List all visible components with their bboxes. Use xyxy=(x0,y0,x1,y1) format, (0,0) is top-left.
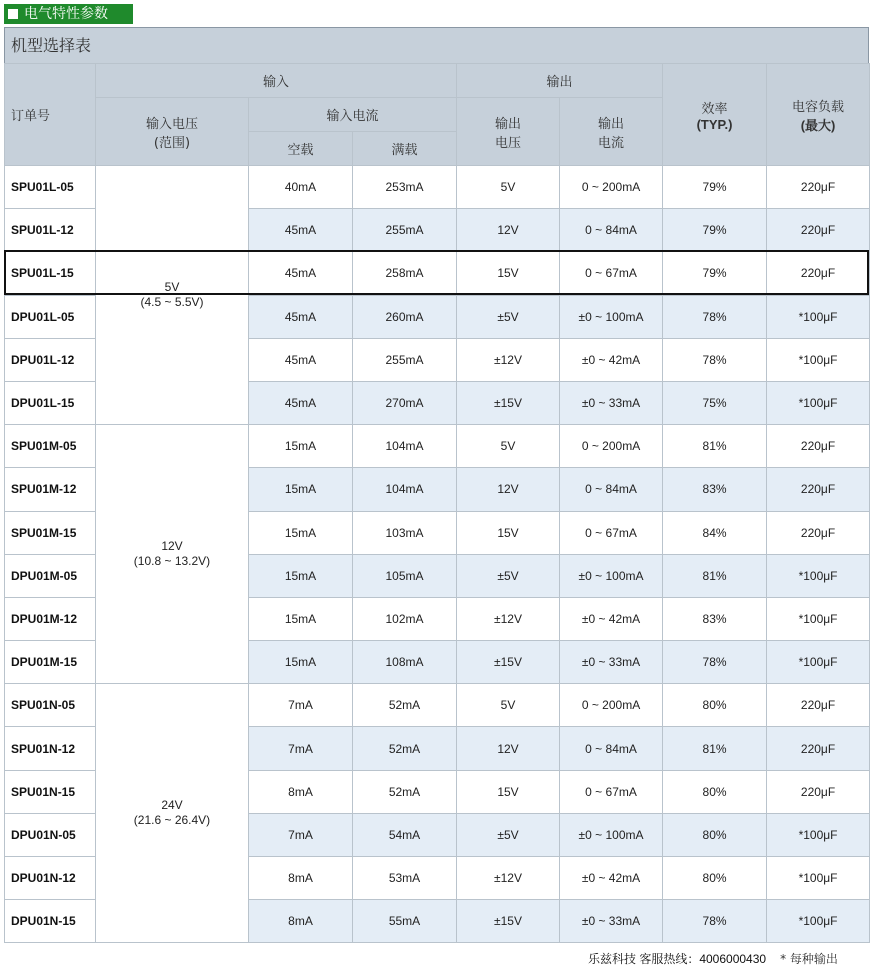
model-selection-table xyxy=(4,63,870,943)
cell-output-voltage: ±12V xyxy=(457,597,560,640)
cell-efficiency: 83% xyxy=(663,597,767,640)
cell-no-load: 45mA xyxy=(249,381,353,424)
cell-cap-load: 220μF xyxy=(767,727,870,770)
cell-cap-load: 220μF xyxy=(767,684,870,727)
cell-efficiency: 75% xyxy=(663,381,767,424)
header-full-load: 满载 xyxy=(353,132,457,166)
cell-model: SPU01L-15 xyxy=(5,252,96,295)
cell-model: DPU01M-15 xyxy=(5,641,96,684)
cell-cap-load: *100μF xyxy=(767,641,870,684)
cell-output-current: 0 ~ 84mA xyxy=(560,727,663,770)
cell-output-current: 0 ~ 67mA xyxy=(560,511,663,554)
cell-output-current: ±0 ~ 100mA xyxy=(560,295,663,338)
cell-no-load: 8mA xyxy=(249,857,353,900)
cell-model: DPU01N-05 xyxy=(5,813,96,856)
input-voltage-range: (4.5 ~ 5.5V) xyxy=(140,295,204,310)
header-model: 订单号 xyxy=(5,64,96,166)
cell-no-load: 15mA xyxy=(249,511,353,554)
header-cap-load-label: 电容负载 xyxy=(792,99,845,115)
table-title: 机型选择表 xyxy=(4,27,869,64)
cell-cap-load: *100μF xyxy=(767,554,870,597)
cell-output-voltage: 5V xyxy=(457,166,560,209)
cell-input-voltage xyxy=(96,166,249,425)
cell-output-voltage: 12V xyxy=(457,209,560,252)
cell-efficiency: 80% xyxy=(663,813,767,856)
cell-model: DPU01L-12 xyxy=(5,338,96,381)
cell-full-load: 104mA xyxy=(353,468,457,511)
cell-output-current: 0 ~ 84mA xyxy=(560,209,663,252)
cell-output-current: ±0 ~ 42mA xyxy=(560,857,663,900)
cell-efficiency: 78% xyxy=(663,641,767,684)
cell-input-voltage xyxy=(96,684,249,943)
cell-model: SPU01N-12 xyxy=(5,727,96,770)
cell-no-load: 45mA xyxy=(249,338,353,381)
cell-cap-load: 220μF xyxy=(767,425,870,468)
cell-output-voltage: 12V xyxy=(457,727,560,770)
cell-output-voltage: 12V xyxy=(457,468,560,511)
cell-model: SPU01M-15 xyxy=(5,511,96,554)
cell-cap-load: *100μF xyxy=(767,381,870,424)
cell-cap-load: *100μF xyxy=(767,813,870,856)
cell-output-voltage: ±5V xyxy=(457,295,560,338)
table-row xyxy=(5,166,870,209)
cell-full-load: 103mA xyxy=(353,511,457,554)
input-voltage-value: 24V xyxy=(161,798,183,813)
cell-output-current: 0 ~ 84mA xyxy=(560,468,663,511)
cell-output-current: ±0 ~ 42mA xyxy=(560,597,663,640)
cell-cap-load: *100μF xyxy=(767,900,870,943)
cell-cap-load: 220μF xyxy=(767,511,870,554)
cell-model: SPU01L-12 xyxy=(5,209,96,252)
cell-output-voltage: ±15V xyxy=(457,900,560,943)
cell-full-load: 104mA xyxy=(353,425,457,468)
cell-full-load: 105mA xyxy=(353,554,457,597)
cell-efficiency: 78% xyxy=(663,338,767,381)
cell-output-voltage: ±15V xyxy=(457,381,560,424)
section-label xyxy=(4,4,133,24)
cell-cap-load: *100μF xyxy=(767,597,870,640)
cell-input-voltage xyxy=(96,425,249,684)
cell-efficiency: 81% xyxy=(663,727,767,770)
cell-full-load: 54mA xyxy=(353,813,457,856)
cell-full-load: 253mA xyxy=(353,166,457,209)
header-efficiency-label: 效率 xyxy=(701,101,728,117)
input-voltage-range: (21.6 ~ 26.4V) xyxy=(133,813,211,828)
cell-model: SPU01L-05 xyxy=(5,166,96,209)
header-output-current-line2: 电流 xyxy=(598,135,625,151)
cell-no-load: 7mA xyxy=(249,684,353,727)
cell-full-load: 52mA xyxy=(353,770,457,813)
cell-no-load: 45mA xyxy=(249,295,353,338)
cell-output-current: 0 ~ 200mA xyxy=(560,166,663,209)
cell-full-load: 102mA xyxy=(353,597,457,640)
footer-note: * 每种输出 xyxy=(780,952,838,966)
cell-model: SPU01N-05 xyxy=(5,684,96,727)
cell-output-current: ±0 ~ 42mA xyxy=(560,338,663,381)
header-input-voltage-label: 输入电压 xyxy=(145,116,198,132)
header-output: 输出 xyxy=(457,64,663,98)
cell-no-load: 15mA xyxy=(249,468,353,511)
cell-output-voltage: 5V xyxy=(457,684,560,727)
table-row xyxy=(5,425,870,468)
cell-efficiency: 79% xyxy=(663,166,767,209)
header-output-current-line1: 输出 xyxy=(598,116,625,132)
header-output-voltage xyxy=(457,98,560,166)
cell-cap-load: 220μF xyxy=(767,770,870,813)
cell-no-load: 45mA xyxy=(249,252,353,295)
cell-output-current: ±0 ~ 33mA xyxy=(560,381,663,424)
cell-no-load: 8mA xyxy=(249,900,353,943)
cell-no-load: 45mA xyxy=(249,209,353,252)
cell-cap-load: 220μF xyxy=(767,468,870,511)
cell-model: DPU01M-05 xyxy=(5,554,96,597)
header-no-load: 空载 xyxy=(249,132,353,166)
header-output-voltage-line2: 电压 xyxy=(495,135,522,151)
cell-model: DPU01L-15 xyxy=(5,381,96,424)
header-efficiency xyxy=(663,64,767,166)
cell-output-current: ±0 ~ 100mA xyxy=(560,554,663,597)
cell-efficiency: 83% xyxy=(663,468,767,511)
cell-no-load: 8mA xyxy=(249,770,353,813)
header-input-voltage xyxy=(96,98,249,166)
cell-full-load: 260mA xyxy=(353,295,457,338)
cell-efficiency: 80% xyxy=(663,770,767,813)
cell-no-load: 15mA xyxy=(249,425,353,468)
cell-full-load: 258mA xyxy=(353,252,457,295)
cell-output-voltage: 15V xyxy=(457,252,560,295)
cell-no-load: 15mA xyxy=(249,554,353,597)
cell-output-voltage: ±12V xyxy=(457,338,560,381)
cell-output-voltage: ±12V xyxy=(457,857,560,900)
header-input-voltage-sub: (范围) xyxy=(153,135,191,151)
cell-output-current: ±0 ~ 33mA xyxy=(560,641,663,684)
cell-full-load: 255mA xyxy=(353,338,457,381)
cell-output-voltage: ±5V xyxy=(457,813,560,856)
input-voltage-range: (10.8 ~ 13.2V) xyxy=(133,554,211,569)
square-icon xyxy=(8,9,18,19)
table-body xyxy=(5,166,870,943)
cell-full-load: 55mA xyxy=(353,900,457,943)
input-voltage-value: 5V xyxy=(164,280,180,295)
cell-efficiency: 78% xyxy=(663,295,767,338)
footer xyxy=(588,950,838,967)
cell-model: SPU01N-15 xyxy=(5,770,96,813)
cell-no-load: 15mA xyxy=(249,597,353,640)
cell-efficiency: 79% xyxy=(663,252,767,295)
cell-no-load: 15mA xyxy=(249,641,353,684)
cell-full-load: 108mA xyxy=(353,641,457,684)
section-label-text: 电气特性参数 xyxy=(24,6,108,22)
cell-cap-load: *100μF xyxy=(767,338,870,381)
cell-efficiency: 84% xyxy=(663,511,767,554)
cell-output-current: 0 ~ 200mA xyxy=(560,684,663,727)
cell-model: SPU01M-12 xyxy=(5,468,96,511)
header-cap-load xyxy=(767,64,870,166)
cell-output-voltage: 15V xyxy=(457,511,560,554)
cell-efficiency: 79% xyxy=(663,209,767,252)
cell-efficiency: 80% xyxy=(663,684,767,727)
cell-output-voltage: ±5V xyxy=(457,554,560,597)
cell-output-voltage: 5V xyxy=(457,425,560,468)
header-output-voltage-line1: 输出 xyxy=(495,116,522,132)
cell-output-current: ±0 ~ 33mA xyxy=(560,900,663,943)
cell-full-load: 52mA xyxy=(353,684,457,727)
cell-efficiency: 81% xyxy=(663,554,767,597)
cell-full-load: 53mA xyxy=(353,857,457,900)
header-cap-load-sub: (最大) xyxy=(800,117,836,133)
cell-cap-load: *100μF xyxy=(767,295,870,338)
table-row xyxy=(5,684,870,727)
cell-cap-load: 220μF xyxy=(767,166,870,209)
cell-no-load: 7mA xyxy=(249,727,353,770)
cell-cap-load: *100μF xyxy=(767,857,870,900)
cell-full-load: 52mA xyxy=(353,727,457,770)
cell-full-load: 270mA xyxy=(353,381,457,424)
cell-output-voltage: 15V xyxy=(457,770,560,813)
cell-cap-load: 220μF xyxy=(767,252,870,295)
cell-model: DPU01M-12 xyxy=(5,597,96,640)
cell-output-current: 0 ~ 200mA xyxy=(560,425,663,468)
input-voltage-value: 12V xyxy=(161,539,183,554)
header-input: 输入 xyxy=(96,64,457,98)
cell-model: DPU01N-15 xyxy=(5,900,96,943)
header-input-current: 输入电流 xyxy=(249,98,457,132)
cell-output-voltage: ±15V xyxy=(457,641,560,684)
cell-no-load: 7mA xyxy=(249,813,353,856)
cell-output-current: 0 ~ 67mA xyxy=(560,252,663,295)
cell-model: DPU01N-12 xyxy=(5,857,96,900)
header-efficiency-sub: (TYP.) xyxy=(696,116,733,132)
cell-output-current: 0 ~ 67mA xyxy=(560,770,663,813)
cell-efficiency: 81% xyxy=(663,425,767,468)
cell-output-current: ±0 ~ 100mA xyxy=(560,813,663,856)
cell-no-load: 40mA xyxy=(249,166,353,209)
footer-hotline: 乐兹科技 客服热线：4006000430 xyxy=(588,952,767,966)
cell-efficiency: 80% xyxy=(663,857,767,900)
cell-efficiency: 78% xyxy=(663,900,767,943)
cell-model: SPU01M-05 xyxy=(5,425,96,468)
cell-cap-load: 220μF xyxy=(767,209,870,252)
cell-full-load: 255mA xyxy=(353,209,457,252)
cell-model: DPU01L-05 xyxy=(5,295,96,338)
header-output-current xyxy=(560,98,663,166)
